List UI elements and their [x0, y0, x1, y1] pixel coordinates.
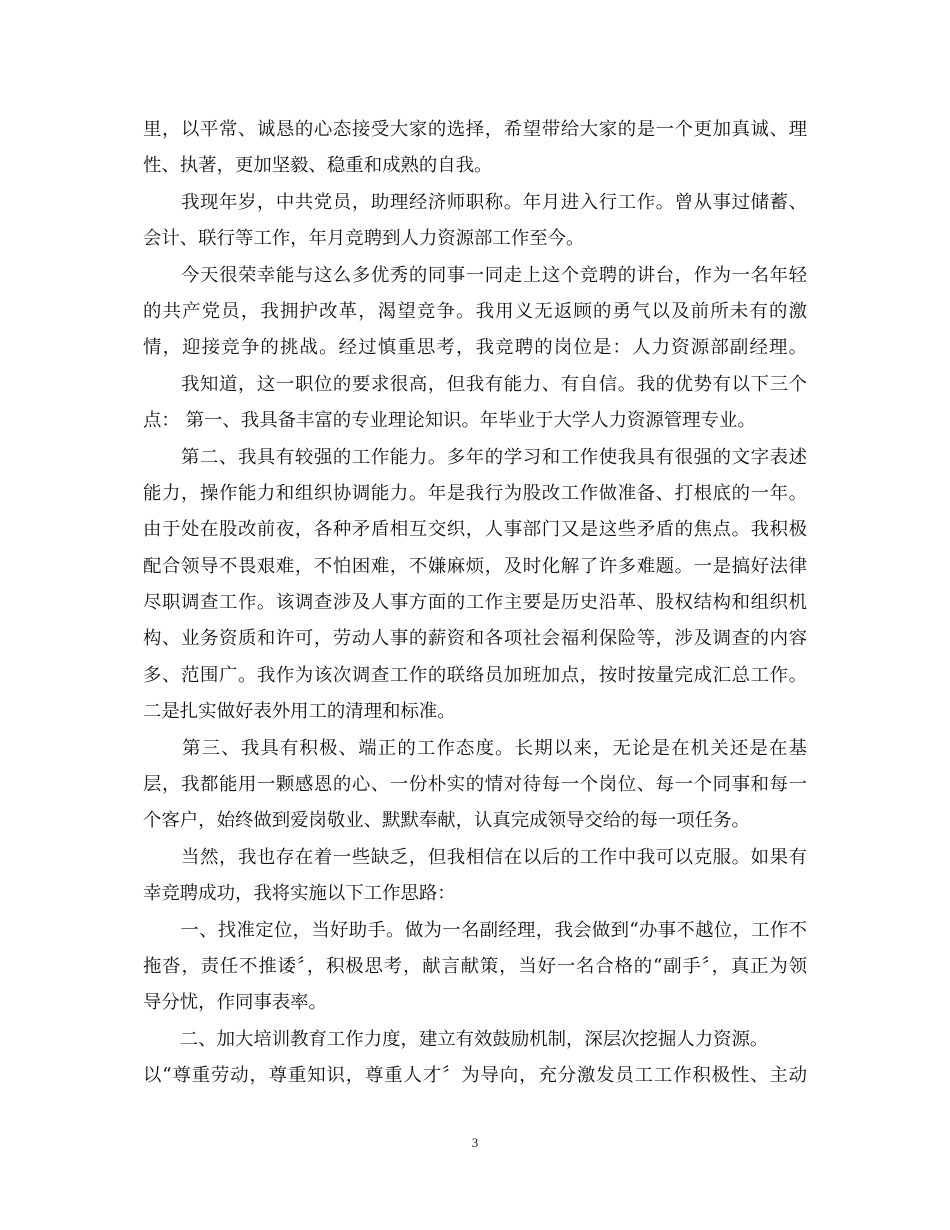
text-line: 今天很荣幸能与这么多优秀的同事一同走上这个竞聘的讲台，作为一名年轻	[143, 264, 807, 286]
text-line: 配合领导不畏艰难，不怕困难，不嫌麻烦，及时化解了许多难题。一是搞好法律	[143, 555, 807, 577]
document-body	[143, 112, 807, 1095]
text-line: 由于处在股改前夜，各种矛盾相互交织，人事部门又是这些矛盾的焦点。我积极	[143, 519, 807, 541]
text-line: 情，迎接竞争的挑战。经过慎重思考，我竞聘的岗位是：人力资源部副经理。	[143, 337, 807, 359]
text-line: 尽职调查工作。该调查涉及人事方面的工作主要是历史沿革、股权结构和组织机	[143, 592, 807, 614]
text-line: 一、找准定位，当好助手。做为一名副经理，我会做到“办事不越位，工作不	[143, 919, 807, 941]
text-line: 构、业务资质和许可，劳动人事的薪资和各项社会福利保险等，涉及调查的内容	[143, 628, 807, 650]
text-line: 里，以平常、诚恳的心态接受大家的选择，希望带给大家的是一个更加真诚、理	[143, 119, 807, 140]
text-line: 会计、联行等工作，年月竞聘到人力资源部工作至今。	[143, 228, 585, 250]
text-line: 第二、我具有较强的工作能力。多年的学习和工作使我具有很强的文字表述	[143, 446, 807, 468]
text-line: 层，我都能用一颗感恩的心、一份朴实的情对待每一个岗位、每一个同事和每一	[143, 774, 807, 796]
text-line: 幸竞聘成功，我将实施以下工作思路：	[143, 883, 456, 905]
text-line: 当然，我也存在着一些缺乏，但我相信在以后的工作中我可以克服。如果有	[143, 846, 807, 868]
text-line: 多、范围广。我作为该次调查工作的联络员加班加点，按时按量完成汇总工作。	[143, 664, 807, 686]
text-line: 我现年岁，中共党员，助理经济师职称。年月进入行工作。曾从事过储蓄、	[143, 191, 807, 213]
text-line: 拖沓，责任不推诿〞，积极思考，献言献策，当好一名合格的“副手〞，真正为领	[143, 955, 807, 977]
text-line: 第三、我具有积极、端正的工作态度。长期以来，无论是在机关还是在基	[143, 737, 807, 759]
text-line: 二、加大培训教育工作力度，建立有效鼓励机制，深层次挖掘人力资源。	[143, 1028, 769, 1050]
text-line: 我知道，这一职位的要求很高，但我有能力、有自信。我的优势有以下三个	[143, 373, 807, 395]
page-number: 3	[471, 1135, 479, 1150]
text-line: 性、执著，更加坚毅、稳重和成熟的自我。	[143, 155, 493, 177]
text-line: 以“尊重劳动，尊重知识，尊重人才〞为导向，充分激发员工工作积极性、主动	[143, 1065, 807, 1087]
text-line: 的共产党员，我拥护改革，渴望竞争。我用义无返顾的勇气以及前所未有的激	[143, 300, 807, 322]
text-line: 二是扎实做好表外用工的清理和标准。	[143, 701, 456, 723]
text-line: 点： 第一、我具备丰富的专业理论知识。年毕业于大学人力资源管理专业。	[143, 410, 756, 432]
text-line: 个客户，始终做到爱岗敬业、默默奉献，认真完成领导交给的每一项任务。	[143, 810, 750, 832]
text-line: 能力，操作能力和组织协调能力。年是我行为股改工作做准备、打根底的一年。	[143, 482, 807, 504]
text-line: 导分忧，作同事表率。	[143, 992, 327, 1014]
